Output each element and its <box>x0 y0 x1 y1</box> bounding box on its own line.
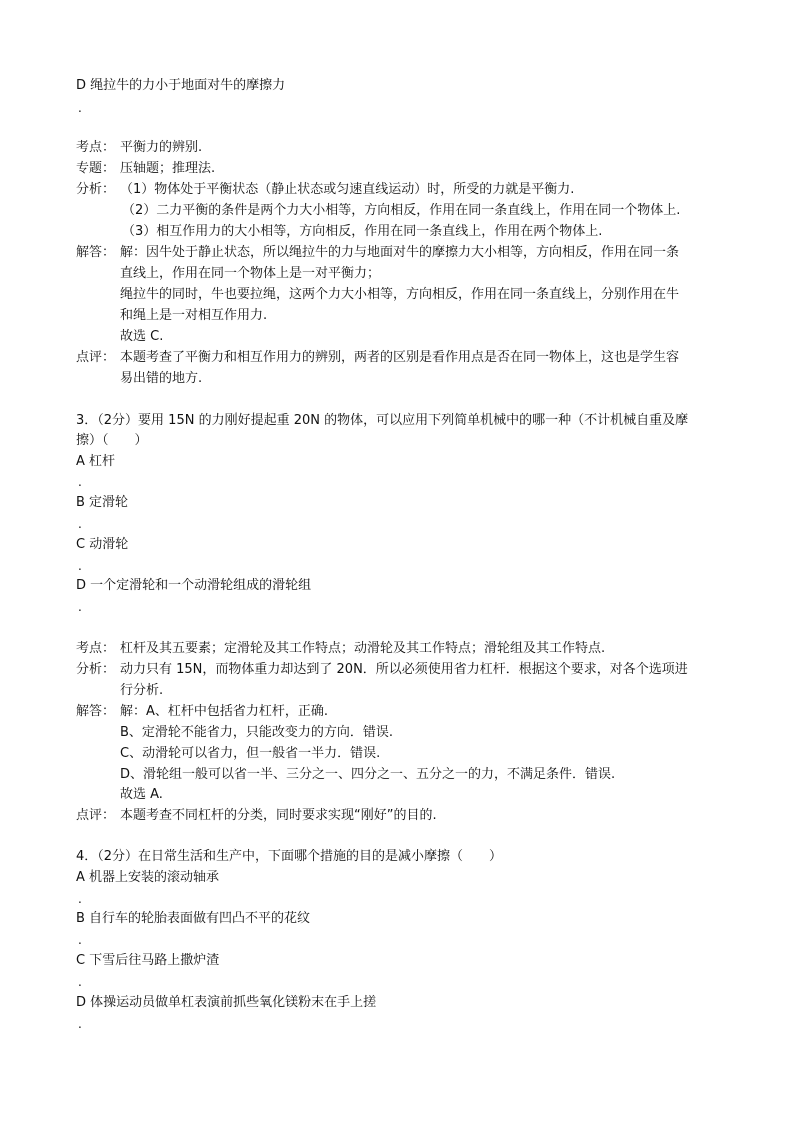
q3-dianping-label: 点评： <box>76 808 116 823</box>
q2-fenxi-line-2: （2）二力平衡的条件是两个力大小相等，方向相反，作用在同一条直线上，作用在同一个物体上. <box>122 203 681 218</box>
q4-option-a: A 机器上安装的滚动轴承 <box>76 870 220 885</box>
q2-jieda-line-5: 故选 C. <box>120 329 164 344</box>
q3-stem-line-2: 擦）（ ） <box>76 433 148 448</box>
q2-zhuanti-text: 压轴题；推理法. <box>120 161 216 176</box>
q2-dianping-label: 点评： <box>76 350 116 365</box>
q2-fenxi-label: 分析： <box>76 182 116 197</box>
q2-jieda-line-3: 绳拉牛的同时，牛也要拉绳，这两个力大小相等，方向相反，作用在同一条直线上，分别作用在牛 <box>120 287 680 302</box>
q3-option-b-dot: . <box>78 517 82 531</box>
q4-option-c-dot: . <box>78 975 82 989</box>
q3-option-d: D 一个定滑轮和一个动滑轮组成的滑轮组 <box>76 578 312 593</box>
q3-fenxi-line-1: 动力只有 15N，而物体重力却达到了 20N．所以必须使用省力杠杆．根据这个要求，对各个选项进 <box>120 662 688 677</box>
q3-jieda-line-1: 解：A、杠杆中包括省力杠杆，正确. <box>120 704 329 719</box>
q4-stem: 4．（2分）在日常生活和生产中，下面哪个措施的目的是减小摩擦（ ） <box>76 849 503 864</box>
q4-option-c: C 下雪后往马路上撒炉渣 <box>76 953 220 968</box>
q2-option-d-dot: . <box>78 101 82 115</box>
q2-dianping-line-1: 本题考查了平衡力和相互作用力的辨别，两者的区别是看作用点是否在同一物体上，这也是学生容 <box>120 350 680 365</box>
q2-jieda-label: 解答： <box>76 245 116 260</box>
q3-jieda-line-4: D、滑轮组一般可以省一半、三分之一、四分之一、五分之一的力，不满足条件．错误. <box>120 767 616 782</box>
q2-fenxi-line-1: （1）物体处于平衡状态（静止状态或匀速直线运动）时，所受的力就是平衡力. <box>120 182 575 197</box>
q3-kaodian-text: 杠杆及其五要素；定滑轮及其工作特点；动滑轮及其工作特点；滑轮组及其工作特点. <box>120 641 606 656</box>
q3-option-c: C 动滑轮 <box>76 537 129 552</box>
q2-jieda-line-4: 和绳上是一对相互作用力. <box>120 308 268 323</box>
q4-option-d: D 体操运动员做单杠表演前抓些氧化镁粉末在手上搓 <box>76 995 377 1010</box>
q3-stem-line-1: 3．（2分）要用 15N 的力刚好提起重 20N 的物体，可以应用下列简单机械中的哪一种（不计机械自重及摩 <box>76 413 689 428</box>
q2-dianping-line-2: 易出错的地方. <box>120 371 203 386</box>
q3-option-a: A 杠杆 <box>76 454 116 469</box>
q3-option-b: B 定滑轮 <box>76 495 129 510</box>
q2-zhuanti-label: 专题： <box>76 161 116 176</box>
q3-jieda-line-3: C、动滑轮可以省力，但一般省一半力．错误. <box>120 746 381 761</box>
q3-option-d-dot: . <box>78 600 82 614</box>
q2-kaodian-label: 考点： <box>76 140 116 155</box>
q2-option-d: D 绳拉牛的力小于地面对牛的摩擦力 <box>76 78 286 93</box>
q2-jieda-line-2: 直线上，作用在同一个物体上是一对平衡力； <box>120 266 381 281</box>
q4-option-a-dot: . <box>78 892 82 906</box>
q3-kaodian-label: 考点： <box>76 641 116 656</box>
q4-option-b: B 自行车的轮胎表面做有凹凸不平的花纹 <box>76 911 311 926</box>
q2-kaodian-text: 平衡力的辨别. <box>120 140 203 155</box>
q3-jieda-label: 解答： <box>76 704 116 719</box>
q4-option-b-dot: . <box>78 933 82 947</box>
q4-option-d-dot: . <box>78 1017 82 1031</box>
q3-dianping-text: 本题考查不同杠杆的分类，同时要求实现“刚好”的目的. <box>120 808 437 823</box>
q3-jieda-line-2: B、定滑轮不能省力，只能改变力的方向．错误. <box>120 725 394 740</box>
q3-fenxi-line-2: 行分析. <box>120 683 164 698</box>
q3-fenxi-label: 分析： <box>76 662 116 677</box>
q3-option-c-dot: . <box>78 559 82 573</box>
q3-jieda-line-5: 故选 A. <box>120 787 163 802</box>
q2-jieda-line-1: 解：因牛处于静止状态，所以绳拉牛的力与地面对牛的摩擦力大小相等，方向相反，作用在同一条 <box>120 245 680 260</box>
q2-fenxi-line-3: （3）相互作用力的大小相等，方向相反，作用在同一条直线上，作用在两个物体上. <box>122 224 603 239</box>
q3-option-a-dot: . <box>78 475 82 489</box>
